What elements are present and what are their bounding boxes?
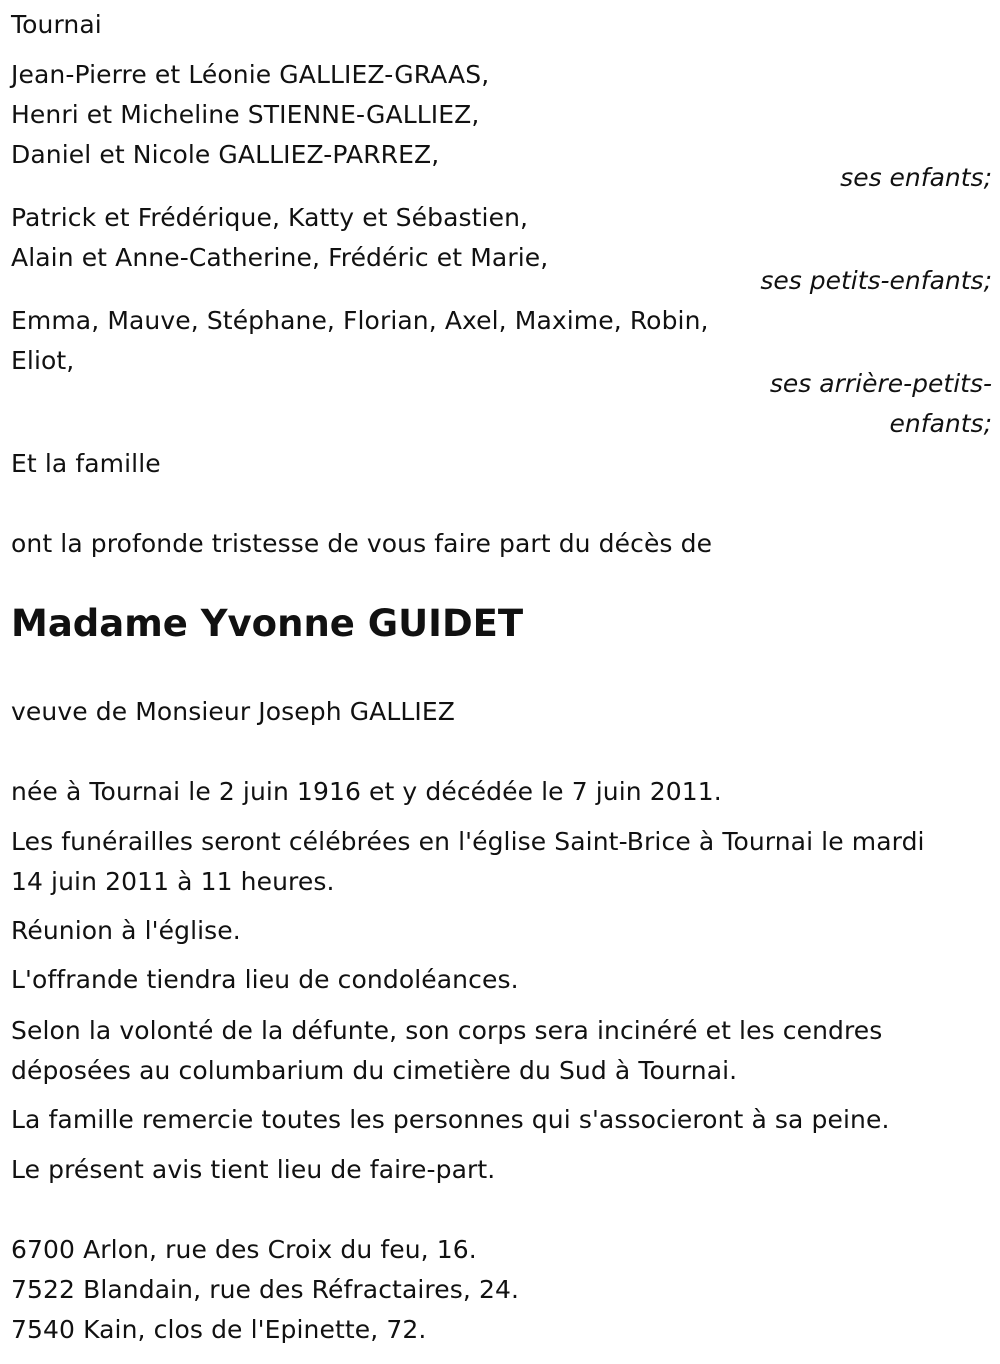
- address-line: 6700 Arlon, rue des Croix du feu, 16.: [11, 1235, 477, 1264]
- address-line: 7540 Kain, clos de l'Epinette, 72.: [11, 1315, 427, 1344]
- town-heading: Tournai: [11, 10, 102, 39]
- cremation-line: déposées au columbarium du cimetière du Sud à Tournai.: [11, 1056, 738, 1085]
- family-line: Et la famille: [11, 449, 161, 478]
- children-relation: ses enfants;: [840, 163, 992, 192]
- great-grandchildren-relation: ses arrière-petits-: [769, 369, 992, 398]
- great-grandchildren-line: Eliot,: [11, 346, 75, 375]
- widow-of-line: veuve de Monsieur Joseph GALLIEZ: [11, 697, 456, 726]
- deceased-name: Madame Yvonne GUIDET: [11, 602, 524, 645]
- children-line: Jean-Pierre et Léonie GALLIEZ-GRAAS,: [11, 60, 490, 89]
- children-line: Daniel et Nicole GALLIEZ-PARREZ,: [11, 140, 440, 169]
- cremation-line: Selon la volonté de la défunte, son corps sera incinéré et les cendres: [11, 1016, 883, 1045]
- great-grandchildren-relation-cont: enfants;: [889, 409, 992, 438]
- thanks-line: La famille remercie toutes les personnes qui s'associeront à sa peine.: [11, 1105, 890, 1134]
- grandchildren-line: Alain et Anne-Catherine, Frédéric et Marie,: [11, 243, 549, 272]
- great-grandchildren-line: Emma, Mauve, Stéphane, Florian, Axel, Maxime, Robin,: [11, 306, 709, 335]
- funeral-line: Les funérailles seront célébrées en l'église Saint-Brice à Tournai le mardi: [11, 827, 925, 856]
- grandchildren-line: Patrick et Frédérique, Katty et Sébastien,: [11, 203, 529, 232]
- birth-death-line: née à Tournai le 2 juin 1916 et y décédée le 7 juin 2011.: [11, 777, 722, 806]
- meeting-line: Réunion à l'église.: [11, 916, 241, 945]
- children-line: Henri et Micheline STIENNE-GALLIEZ,: [11, 100, 480, 129]
- offering-line: L'offrande tiendra lieu de condoléances.: [11, 965, 519, 994]
- grandchildren-relation: ses petits-enfants;: [760, 266, 992, 295]
- notice-line: Le présent avis tient lieu de faire-part.: [11, 1155, 496, 1184]
- funeral-line: 14 juin 2011 à 11 heures.: [11, 867, 335, 896]
- address-line: 7522 Blandain, rue des Réfractaires, 24.: [11, 1275, 520, 1304]
- announcement-line: ont la profonde tristesse de vous faire part du décès de: [11, 529, 713, 558]
